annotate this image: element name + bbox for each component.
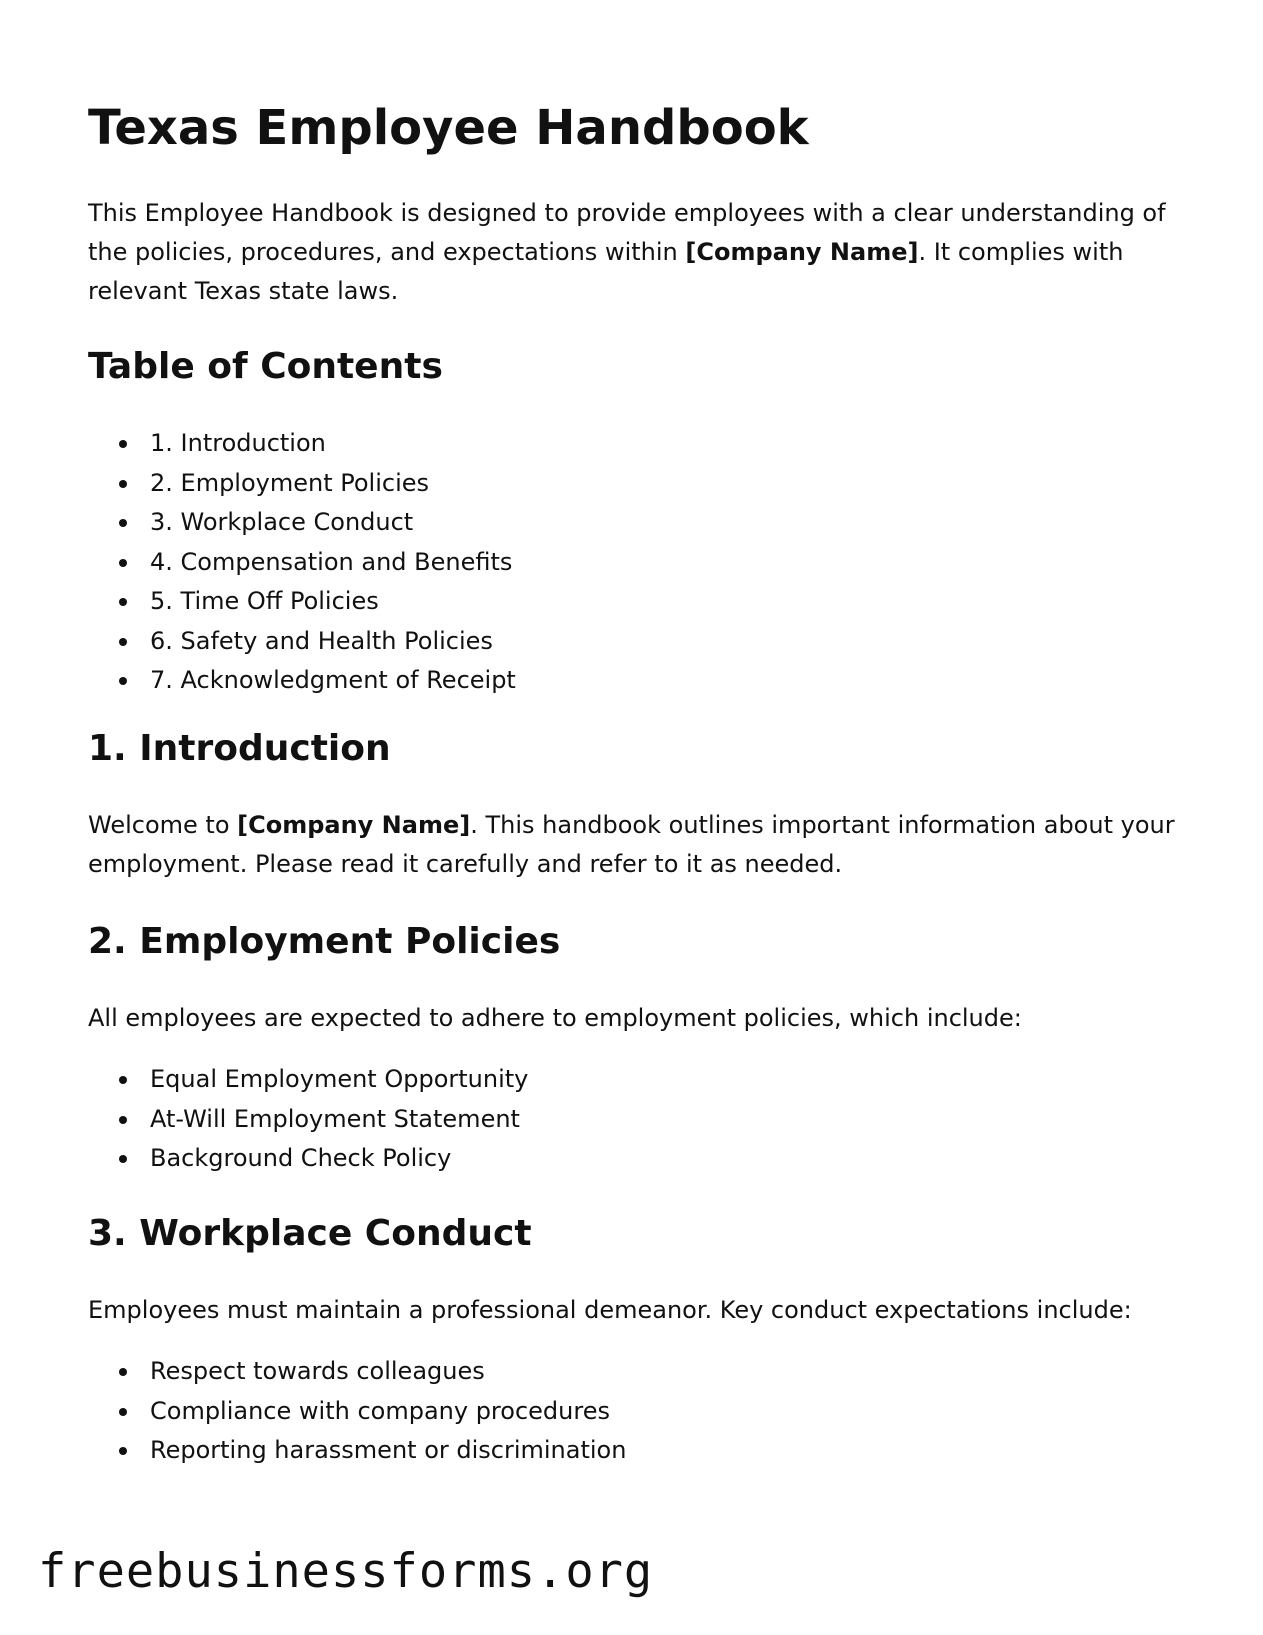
list-item: Equal Employment Opportunity xyxy=(88,1060,1188,1100)
company-name-placeholder: [Company Name] xyxy=(237,811,471,839)
document-title: Texas Employee Handbook xyxy=(88,100,809,156)
bullet-icon xyxy=(119,559,127,567)
bullet-icon xyxy=(119,1076,127,1084)
toc-item-compensation-benefits: 4. Compensation and Benefits xyxy=(88,543,1188,583)
section-3-heading: 3. Workplace Conduct xyxy=(88,1213,532,1254)
section-2-list xyxy=(88,1060,1188,1179)
section-1-heading: 1. Introduction xyxy=(88,728,391,769)
list-item: Reporting harassment or discrimination xyxy=(88,1431,1188,1471)
toc-heading: Table of Contents xyxy=(88,346,443,387)
bullet-icon xyxy=(119,440,127,448)
toc-item-workplace-conduct: 3. Workplace Conduct xyxy=(88,503,1188,543)
section-3-paragraph: Employees must maintain a professional demeanor. Key conduct expectations include: xyxy=(88,1296,1132,1324)
section-1-paragraph: Welcome to [Company Name]. This handbook outlines important information about your employment. Please read it carefully and refer to it as needed. xyxy=(88,811,1175,878)
toc-item-safety-health: 6. Safety and Health Policies xyxy=(88,622,1188,662)
toc-list xyxy=(88,424,1188,701)
toc-item-introduction: 1. Introduction xyxy=(88,424,1188,464)
section-3-list xyxy=(88,1352,1188,1471)
bullet-icon xyxy=(119,598,127,606)
bullet-icon xyxy=(119,1155,127,1163)
bullet-icon xyxy=(119,638,127,646)
section-2-heading: 2. Employment Policies xyxy=(88,921,561,962)
bullet-icon xyxy=(119,1116,127,1124)
company-name-placeholder: [Company Name] xyxy=(685,238,919,266)
bullet-icon xyxy=(119,677,127,685)
list-item: Respect towards colleagues xyxy=(88,1352,1188,1392)
bullet-icon xyxy=(119,1408,127,1416)
bullet-icon xyxy=(119,480,127,488)
toc-item-acknowledgment: 7. Acknowledgment of Receipt xyxy=(88,661,1188,701)
intro-text-after: . It complies with relevant Texas state laws. xyxy=(88,238,1124,305)
toc-item-employment-policies: 2. Employment Policies xyxy=(88,464,1188,504)
list-item: Compliance with company procedures xyxy=(88,1392,1188,1432)
intro-paragraph xyxy=(88,194,1188,311)
bullet-icon xyxy=(119,1447,127,1455)
intro-text-before: This Employee Handbook is designed to provide employees with a clear understanding of the policies, procedures, and expectations within xyxy=(88,199,1166,266)
watermark: freebusinessforms.org xyxy=(38,1544,654,1599)
bullet-icon xyxy=(119,1368,127,1376)
section-2-paragraph: All employees are expected to adhere to employment policies, which include: xyxy=(88,1004,1022,1032)
list-item: At-Will Employment Statement xyxy=(88,1100,1188,1140)
list-item: Background Check Policy xyxy=(88,1139,1188,1179)
bullet-icon xyxy=(119,519,127,527)
toc-item-time-off: 5. Time Off Policies xyxy=(88,582,1188,622)
